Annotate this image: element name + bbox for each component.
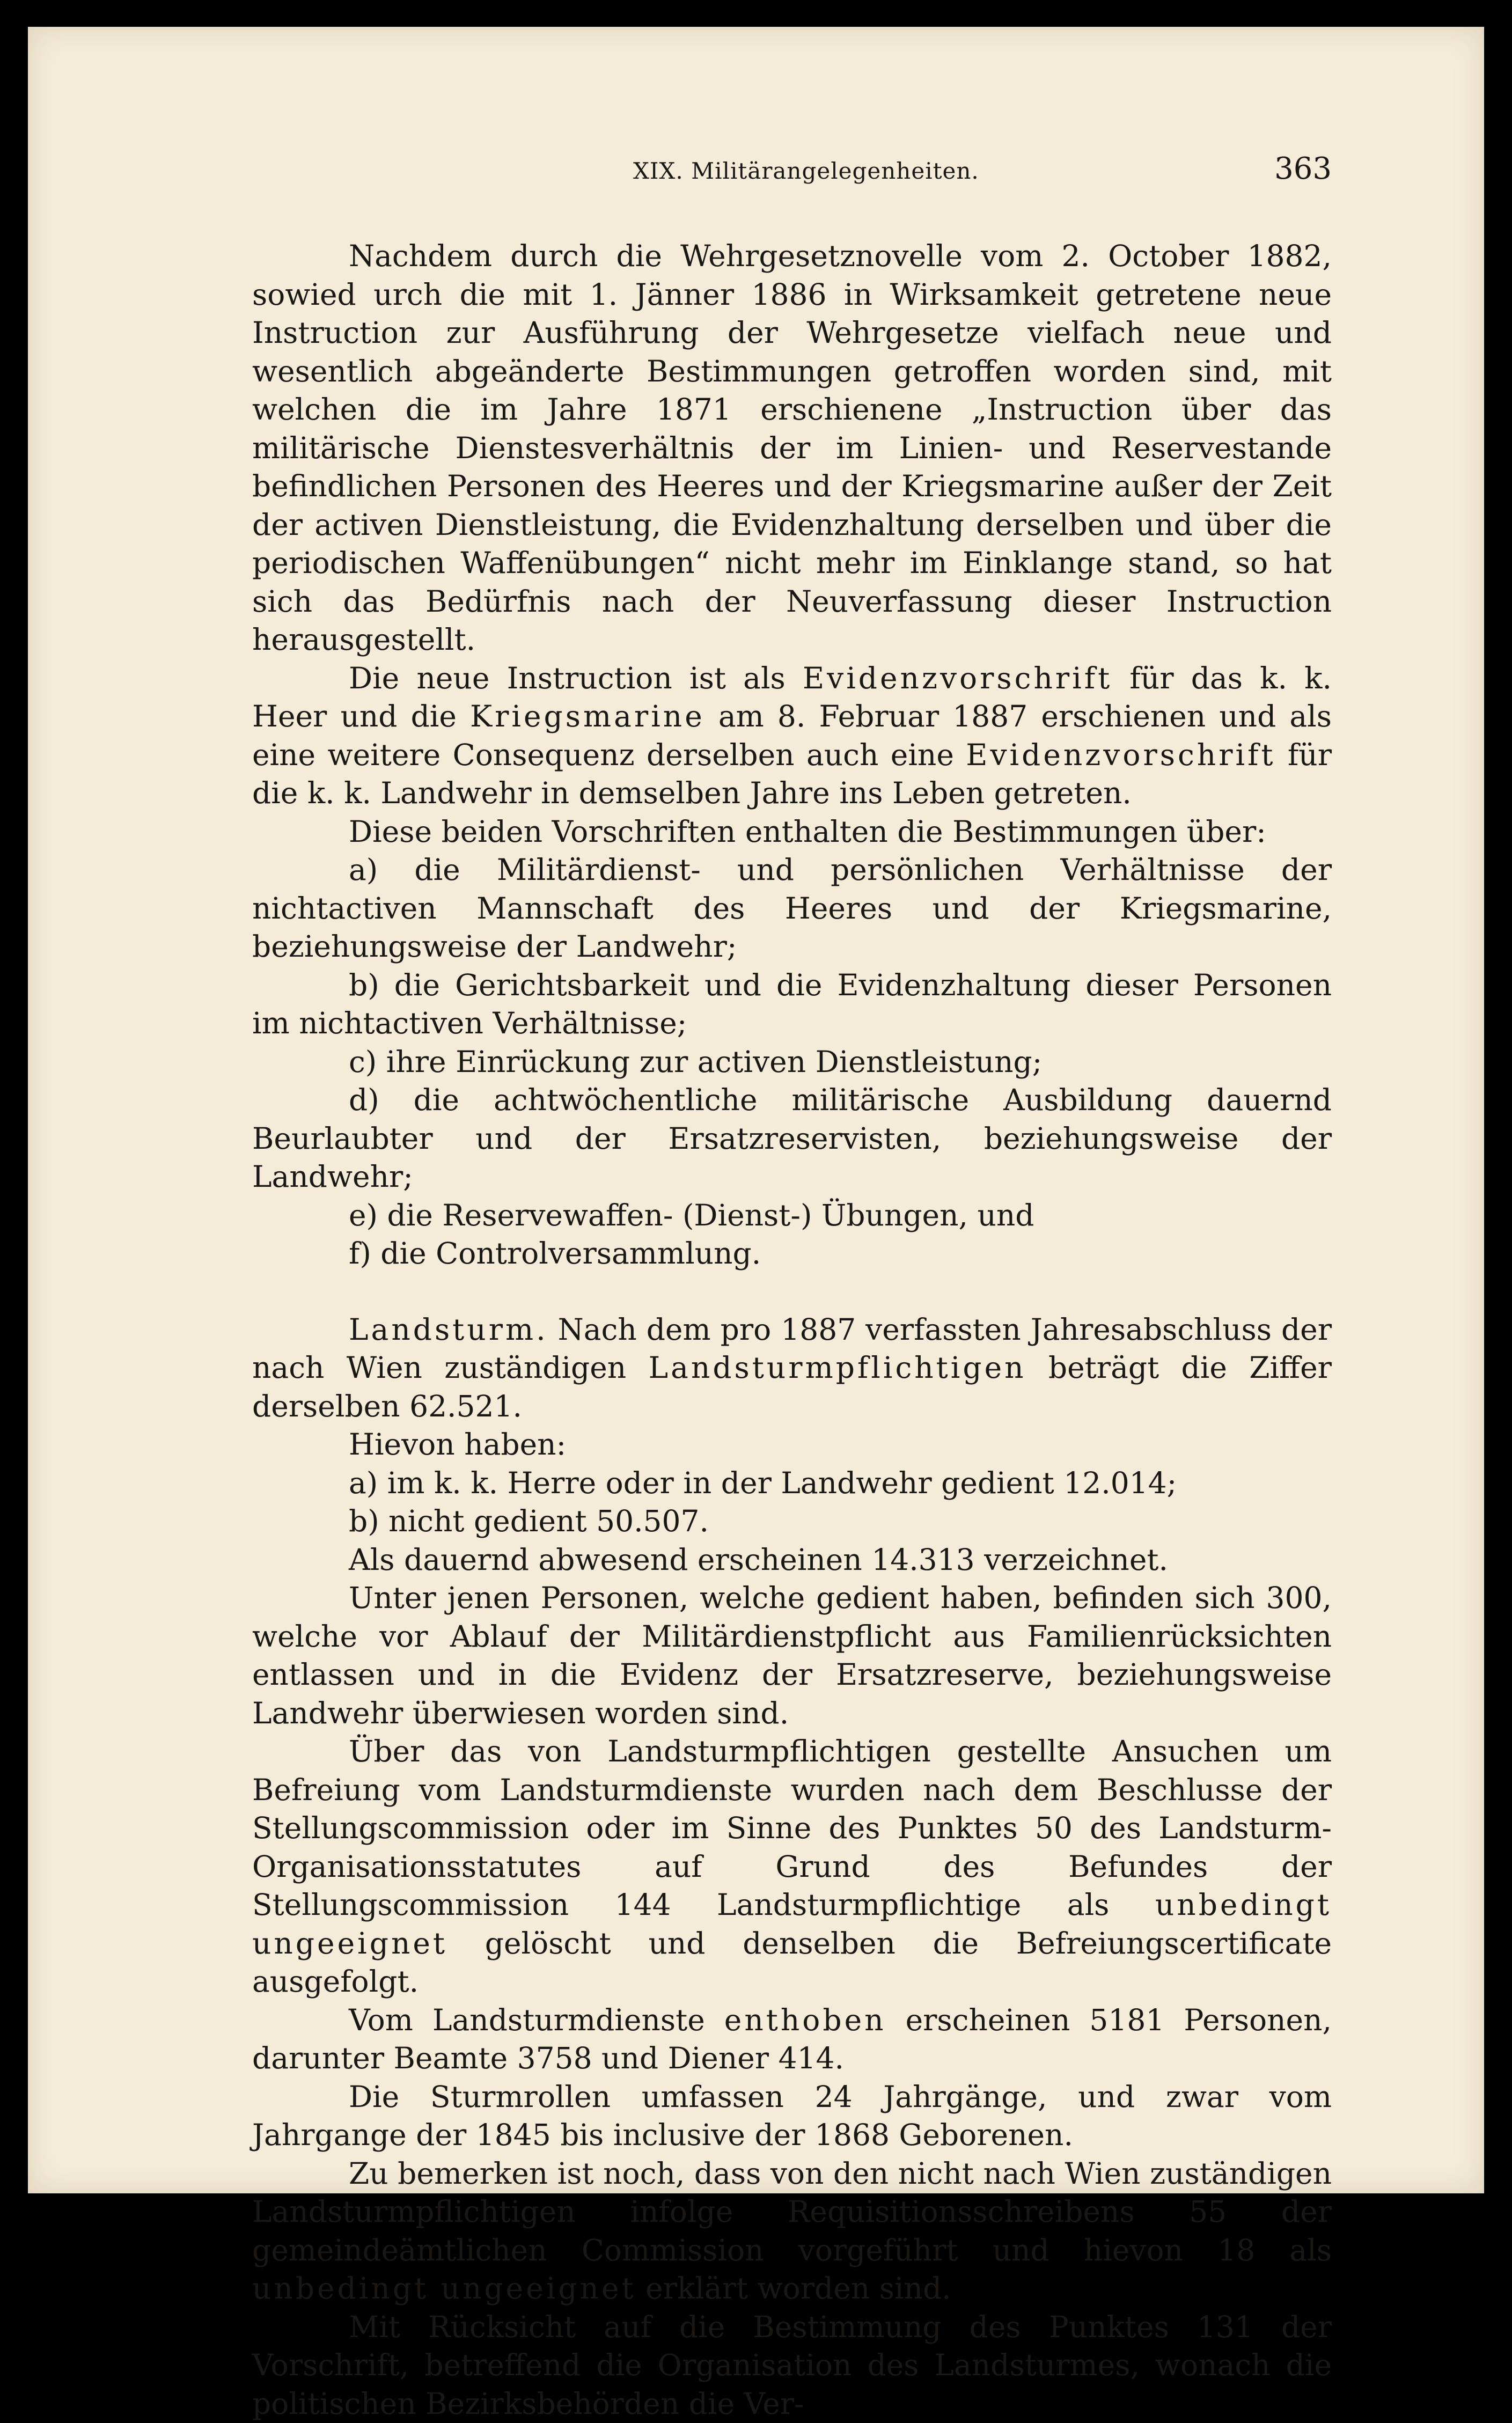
section-spacer	[252, 1273, 1332, 1311]
text-run: Zu bemerken ist noch, dass von den nicht nach Wien zuständigen Landsturmpflichtigen infolge Requisitionsschreibens 55 der gemeindeämtlichen Commission vorgeführt und hievon 18 als	[252, 2156, 1332, 2267]
paragraph: Nachdem durch die Wehrgesetznovelle vom 2. October 1882, sowied urch die mit 1. Jänner 1886 in Wirksamkeit getretene neue Instruction zur Ausführung der Wehrgesetze vielfach neue und wesentlich abgeänderte Bestimmungen getroffen worden sind, mit welchen die im Jahre 1871 erschienene „Instruction über das militärische Dienstesverhältnis der im Linien- und Reservestande befindlichen Personen des Heeres und der Kriegsmarine außer der Zeit der activen Dienstleistung, die Evidenzhaltung derselben und über die periodischen Waffenübungen“ nicht mehr im Einklange stand, so hat sich das Bedürfnis nach der Neuverfassung dieser Instruction herausgestellt.	[252, 237, 1332, 659]
paragraph: Unter jenen Personen, welche gedient haben, befinden sich 300, welche vor Ablauf der Militärdienstpflicht aus Familienrücksichten entlassen und in die Evidenz der Ersatzreserve, beziehungsweise Landwehr überwiesen worden sind.	[252, 1579, 1332, 1732]
list-item: d) die achtwöchentliche militärische Ausbildung dauernd Beurlaubter und der Ersatzreservisten, beziehungsweise der Landwehr;	[252, 1081, 1332, 1196]
text-run: erscheinen 5181 Personen, darunter Beamte 3758 und Diener 414.	[252, 2003, 1332, 2076]
text-run: Nach dem pro 1887 verfassten Jahresabschluss der nach Wien zuständigen	[252, 1312, 1332, 1385]
text-run: für die k. k. Landwehr in demselben Jahre ins Leben getreten.	[252, 738, 1332, 811]
paragraph: Die Sturmrollen umfassen 24 Jahrgänge, und zwar vom Jahrgange der 1845 bis inclusive der 1868 Geborenen.	[252, 2078, 1332, 2155]
list-item: c) ihre Einrückung zur activen Dienstleistung;	[252, 1043, 1332, 1082]
list-item: a) im k. k. Herre oder in der Landwehr gedient 12.014;	[252, 1464, 1332, 1503]
emphasis-text: Evidenzvorschrift	[966, 738, 1275, 772]
paragraph: Als dauernd abwesend erscheinen 14.313 verzeichnet.	[252, 1541, 1332, 1580]
paragraph	[252, 659, 1332, 813]
text-run: Die neue Instruction ist als	[349, 661, 803, 695]
page-header	[252, 151, 1332, 194]
emphasis-text: Evidenzvorschrift	[803, 661, 1112, 695]
text-run: beträgt die Ziffer derselben 62.521.	[252, 1350, 1332, 1423]
paragraph: Diese beiden Vorschriften enthalten die Bestimmungen über:	[252, 813, 1332, 851]
emphasis-text: Kriegsmarine	[470, 699, 705, 733]
text-run: Vom Landsturmdienste	[349, 2003, 724, 2037]
emphasis-text: unbedingt ungeeignet	[252, 2271, 636, 2305]
paragraph: Mit Rücksicht auf die Bestimmung des Punktes 131 der Vorschrift, betreffend die Organisation des Landsturmes, wonach die politischen Bezirksbehörden die Ver-	[252, 2308, 1332, 2423]
document-page	[28, 27, 1484, 2193]
emphasis-text: enthoben	[724, 2003, 886, 2037]
list-item: b) nicht gedient 50.507.	[252, 1502, 1332, 1541]
list-item: f) die Controlversammlung.	[252, 1235, 1332, 1273]
paragraph	[252, 1732, 1332, 2001]
list-item: a) die Militärdienst- und persönlichen Verhältnisse der nichtactiven Mannschaft des Heeres und der Kriegsmarine, beziehungsweise der Landwehr;	[252, 851, 1332, 966]
text-run: Über das von Landsturmpflichtigen gestellte Ansuchen um Befreiung vom Landsturmdienste wurden nach dem Beschlusse der Stellungscommission oder im Sinne des Punktes 50 des Landsturm-Organisationsstatutes auf Grund des Befundes der Stellungscommission 144 Landsturmpflichtige als	[252, 1734, 1332, 1922]
paragraph	[252, 2155, 1332, 2308]
text-run: für das k. k. Heer und die	[252, 661, 1332, 734]
text-run: gelöscht und denselben die Befreiungscertificate ausgefolgt.	[252, 1926, 1332, 1999]
page-number: 363	[1274, 151, 1332, 186]
paragraph: Hievon haben:	[252, 1426, 1332, 1464]
list-item: b) die Gerichtsbarkeit und die Evidenzhaltung dieser Personen im nichtactiven Verhältnisse;	[252, 966, 1332, 1043]
paragraph	[252, 1311, 1332, 1426]
running-title: XIX. Militärangelegenheiten.	[633, 158, 979, 184]
emphasis-text: Landsturmpflichtigen	[649, 1350, 1026, 1385]
section-heading: Landsturm.	[349, 1312, 548, 1347]
list-item: e) die Reservewaffen- (Dienst-) Übungen, und	[252, 1196, 1332, 1235]
emphasis-text: unbedingt ungeeignet	[252, 1888, 1332, 1961]
body-text	[252, 237, 1332, 2423]
text-run: erklärt worden sind.	[636, 2271, 951, 2305]
text-run: am 8. Februar 1887 erschienen und als eine weitere Consequenz derselben auch eine	[252, 699, 1332, 772]
paragraph	[252, 2001, 1332, 2078]
